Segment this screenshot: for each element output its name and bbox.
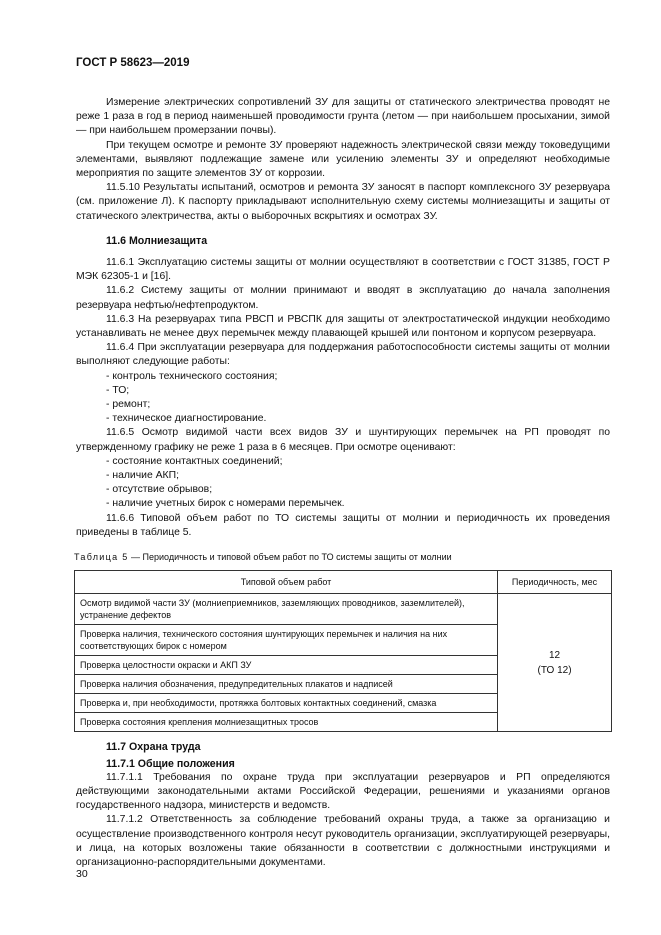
paragraph: 11.7.1.2 Ответственность за соблюдение требований охраны труда, а также за организацию и осуществление производственного контроля несут руководитель организации, эксплуатирующей резервуары, и лица, на которых возложены такие обязанности в соответствии с должностными инструкциями и организационно-распорядительными документами. (76, 814, 610, 868)
period-note: (ТО 12) (537, 664, 572, 676)
table-cell-work: Осмотр видимой части ЗУ (молниеприемников, заземляющих проводников, заземлителей), устранение дефектов (75, 594, 498, 625)
table-cell-period (498, 594, 612, 732)
table-cell-work: Проверка целостности окраски и АКП ЗУ (75, 656, 498, 675)
subsection-title: 11.7.1 Общие положения (106, 757, 235, 770)
page-body (76, 96, 610, 870)
table-caption-text: — Периодичность и типовой объем работ по ТО системы защиты от молнии (128, 552, 452, 563)
section-title: 11.6 Молниезащита (106, 234, 208, 247)
list-item: - состояние контактных соединений; (106, 455, 283, 467)
work-list (76, 370, 610, 427)
paragraph: 11.7.1.1 Требования по охране труда при эксплуатации резервуаров и РП определяются действующими законодательными актами Российской Федерации, решениями и указаниями органов государственного надзора, министерств и ведомств. (76, 771, 610, 812)
page-number: 30 (76, 868, 88, 880)
paragraph: 11.6.1 Эксплуатацию системы защиты от молнии осуществляют в соответствии с ГОСТ 31385, ГОСТ Р МЭК 62305-1 и [16]. (76, 257, 610, 283)
paragraph: 11.6.3 На резервуарах типа РВСП и РВСПК для защиты от электростатической индукции необходимо устанавливать не менее двух перемычек между плавающей крышей или понтоном и корпусом резервуара. (76, 313, 610, 340)
table-caption (74, 550, 610, 564)
paragraph: При текущем осмотре и ремонте ЗУ проверяют надежность электрической связи между токоведущими элементами, выявляют подлежащие замене или усилению элементы ЗУ и определяют необходимые мероприятия по защите элементов ЗУ от коррозии. (76, 139, 610, 180)
paragraph: 11.5.10 Результаты испытаний, осмотров и ремонта ЗУ заносят в паспорт комплексного ЗУ резервуара (см. приложение Л). К паспорту прикладывают исполнительную схему системы молниезащиты и защиты от статического электричества, акты о выборочных вскрытиях и осмотрах ЗУ. (76, 182, 610, 222)
list-item: - наличие АКП; (106, 470, 179, 482)
column-header-work: Типовой объем работ (75, 571, 498, 594)
table-row (75, 594, 612, 625)
period-value: 12 (548, 649, 561, 661)
table-cell-work: Проверка наличия обозначения, предупредительных плакатов и надписей (75, 675, 498, 694)
paragraph: 11.6.5 Осмотр видимой части всех видов ЗУ и шунтирующих перемычек на РП проводят по утвержденному графику не реже 1 раза в 6 месяцев. При осмотре оценивают: (76, 427, 610, 453)
table-5 (74, 570, 612, 732)
document-header: ГОСТ Р 58623—2019 (76, 57, 190, 69)
paragraph: 11.6.4 При эксплуатации резервуара для поддержания работоспособности системы защиты от молнии выполняют следующие работы: (76, 342, 610, 368)
list-item: - наличие учетных бирок с номерами перемычек. (106, 498, 345, 510)
table-caption-prefix: Таблица 5 (74, 552, 129, 563)
inspection-list (76, 455, 610, 512)
paragraph: Измерение электрических сопротивлений ЗУ для защиты от статического электричества проводят не реже 1 раза в год в период наименьшей проводимости грунта (летом — при наибольшем просыхании, зимой — при наибольшем промерзании почвы). (76, 97, 610, 137)
list-item: - отсутствие обрывов; (106, 484, 213, 496)
column-header-period: Периодичность, мес (498, 571, 612, 594)
list-item: - контроль технического состояния; (106, 370, 278, 382)
table-cell-work: Проверка состояния крепления молниезащитных тросов (75, 713, 498, 732)
list-item: - техническое диагностирование. (106, 413, 267, 425)
list-item: - ремонт; (106, 399, 151, 411)
paragraph: 11.6.6 Типовой объем работ по ТО системы защиты от молнии и периодичность их проведения приведены в таблице 5. (76, 512, 610, 538)
table-cell-work: Проверка и, при необходимости, протяжка болтовых контактных соединений, смазка (75, 694, 498, 713)
paragraph: 11.6.2 Систему защиты от молнии принимают и вводят в эксплуатацию до начала заполнения резервуара нефтью/нефтепродуктом. (76, 285, 610, 311)
list-item: - ТО; (106, 384, 130, 396)
section-title: 11.7 Охрана труда (106, 741, 201, 754)
table-cell-work: Проверка наличия, технического состояния шунтирующих перемычек и наличия на них соответствующих бирок с номером (75, 625, 498, 656)
